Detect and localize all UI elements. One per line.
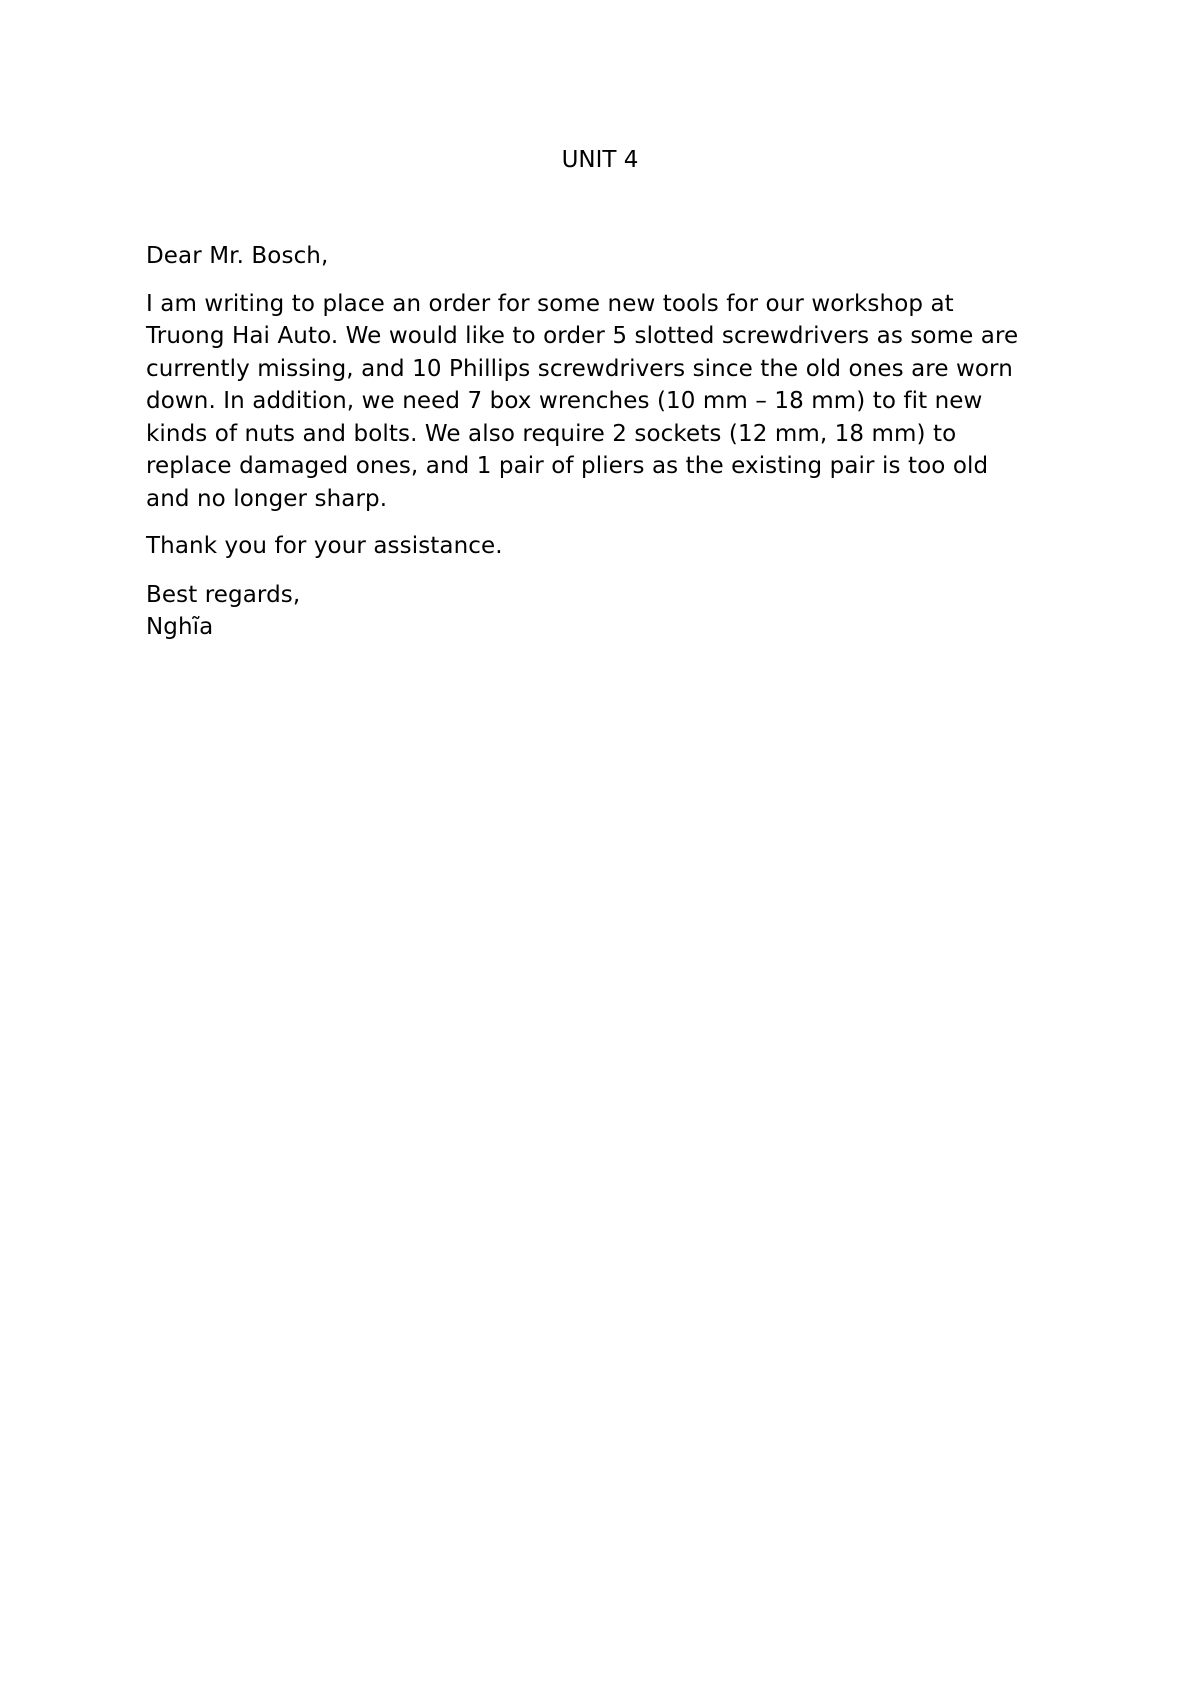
paragraph-line: down. In addition, we need 7 box wrenches (10 mm – 18 mm) to fit new: [146, 388, 983, 414]
document-heading: UNIT 4: [561, 147, 639, 173]
paragraph-line: and no longer sharp.: [146, 485, 388, 512]
letter-paragraph: [146, 288, 1086, 516]
letter-body: [146, 240, 1086, 644]
closing-phrase: Best regards,: [146, 581, 301, 608]
paragraph-line: currently missing, and 10 Phillips screwdrivers since the old ones are worn: [146, 355, 1013, 382]
letter-thanks: Thank you for your assistance.: [146, 533, 503, 559]
letter-closing: [146, 579, 1086, 644]
paragraph-line: I am writing to place an order for some new tools for our workshop at: [146, 290, 954, 317]
paragraph-line: replace damaged ones, and 1 pair of pliers as the existing pair is too old: [146, 453, 989, 479]
paragraph-line: kinds of nuts and bolts. We also require 2 sockets (12 mm, 18 mm) to: [146, 420, 957, 447]
letter-salutation: Dear Mr. Bosch,: [146, 243, 329, 269]
signature-name: Nghĩa: [146, 614, 214, 640]
paragraph-line: Truong Hai Auto. We would like to order 5 slotted screwdrivers as some are: [146, 323, 1019, 349]
